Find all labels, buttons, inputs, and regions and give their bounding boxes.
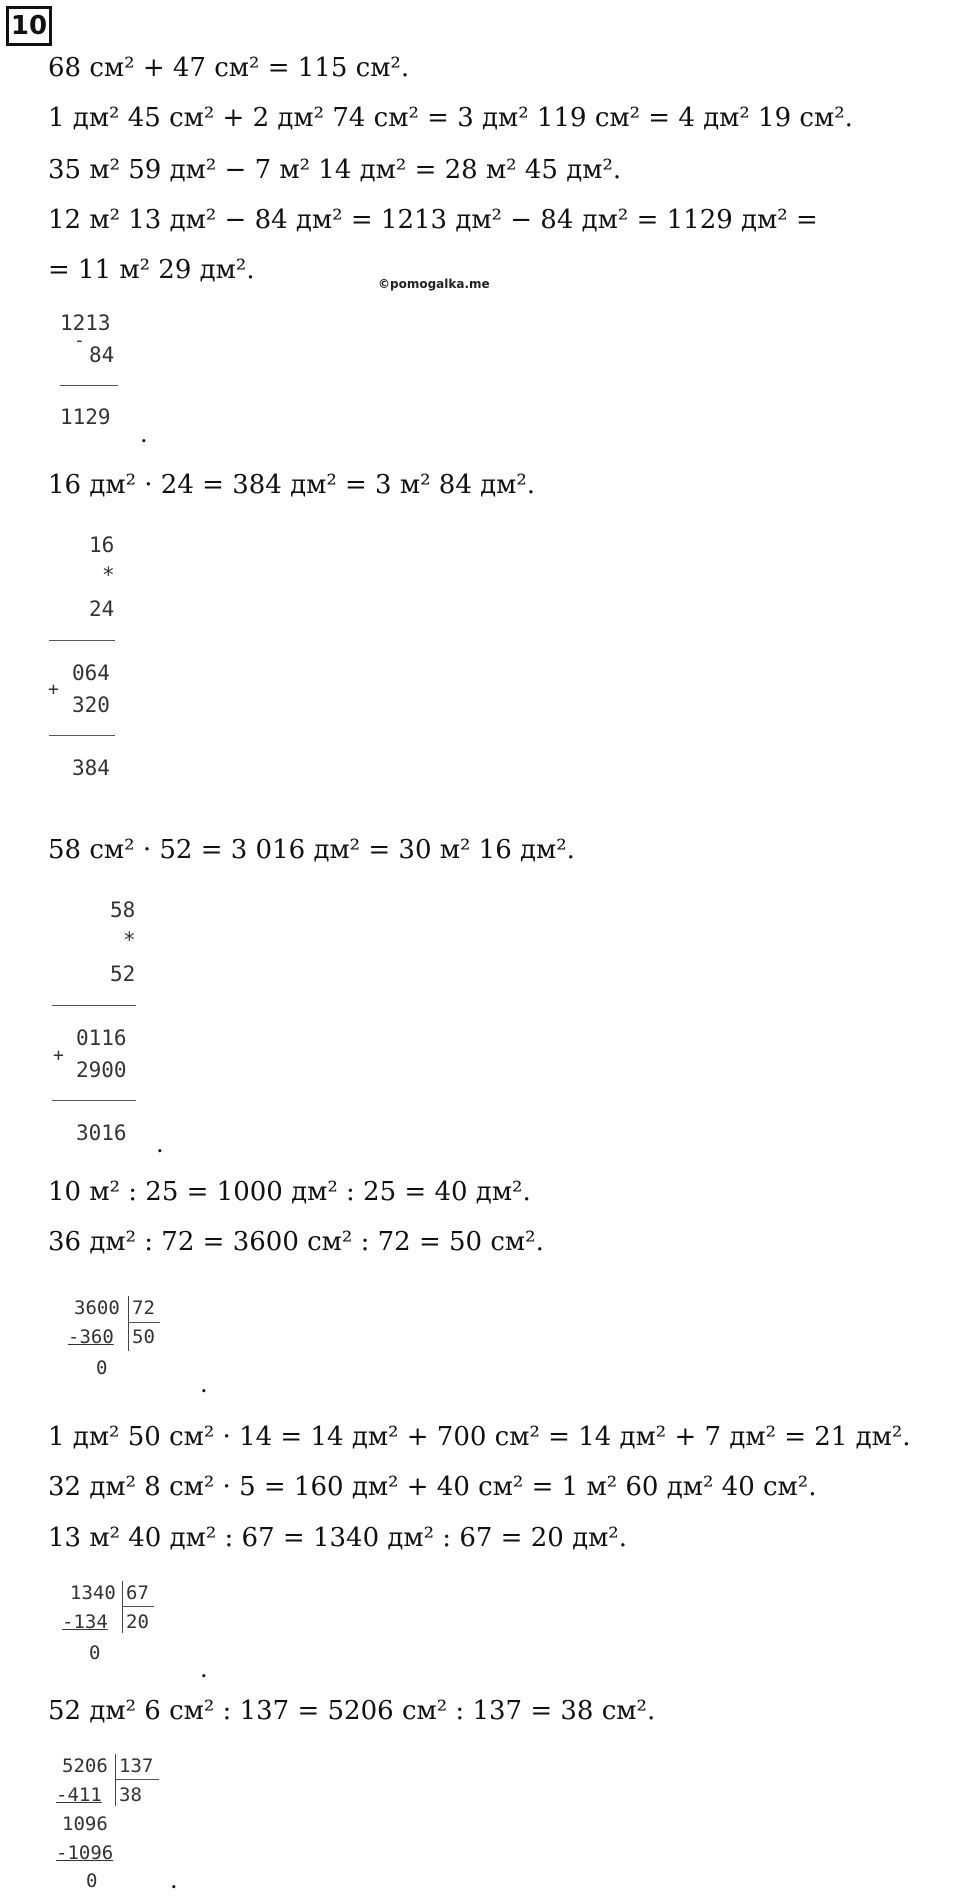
mul2-rule-1 [52,1005,136,1006]
div2-divider [122,1581,123,1633]
equation-line-13: 52 дм² 6 см² : 137 = 5206 см² : 137 = 38 см². [48,1696,656,1726]
div1-dot: . [200,1370,208,1398]
div1-quotient: 50 [132,1326,155,1348]
div2-subtrahend: -134 [62,1611,108,1633]
mul1-rule-2 [49,735,115,736]
equation-line-3: 35 м² 59 дм² − 7 м² 14 дм² = 28 м² 45 дм². [48,155,622,185]
div2-remainder: 0 [89,1642,101,1664]
div2-quotient: 20 [126,1611,149,1633]
equation-line-5: = 11 м² 29 дм². [48,255,255,285]
equation-line-2: 1 дм² 45 см² + 2 дм² 74 см² = 3 дм² 119 см² = 4 дм² 19 см². [48,103,853,133]
sub1-bottom: 84 [89,343,115,367]
equation-line-9: 36 дм² : 72 = 3600 см² : 72 = 50 см². [48,1227,544,1257]
equation-line-11: 32 дм² 8 см² · 5 = 160 дм² + 40 см² = 1 м² 60 дм² 40 см². [48,1472,817,1502]
mul2-partial-2: 2900 [76,1058,127,1082]
div1-divider [128,1296,129,1351]
equation-line-12: 13 м² 40 дм² : 67 = 1340 дм² : 67 = 20 дм². [48,1523,627,1553]
mul1-plus-sign: + [48,679,59,700]
mul2-op: * [123,928,136,952]
mul2-b: 52 [110,962,136,986]
div3-quotient: 38 [119,1784,142,1806]
div3-intermediate: 1096 [62,1813,108,1835]
div3-subtrahend-2: -1096 [56,1842,114,1864]
watermark: ©pomogalka.me [378,277,490,291]
div2-dividend: 1340 [70,1582,116,1604]
div3-dividend: 5206 [62,1755,108,1777]
div1-remainder: 0 [96,1357,108,1379]
equation-line-4: 12 м² 13 дм² − 84 дм² = 1213 дм² − 84 дм² = 1129 дм² = [48,205,818,235]
sub1-rule [60,385,118,386]
mul2-plus-sign: + [53,1045,64,1066]
mul1-result: 384 [72,756,110,780]
mul1-op: * [102,563,115,587]
equation-line-10: 1 дм² 50 см² · 14 = 14 дм² + 700 см² = 14 дм² + 7 дм² = 21 дм². [48,1422,911,1452]
div3-subtrahend-1: -411 [56,1784,102,1806]
div3-divider [115,1754,116,1806]
mul2-result: 3016 [76,1121,127,1145]
div3-divisor: 137 [119,1755,154,1777]
mul1-rule-1 [49,640,115,641]
mul1-partial-2: 320 [72,693,110,717]
mul1-partial-1: 064 [72,661,110,685]
equation-line-8: 10 м² : 25 = 1000 дм² : 25 = 40 дм². [48,1177,531,1207]
div1-divisor-rule [128,1322,160,1323]
equation-line-6: 16 дм² · 24 = 384 дм² = 3 м² 84 дм². [48,470,536,500]
task-number-badge: 10 [6,6,52,46]
mul2-rule-2 [52,1100,136,1101]
sub1-top: 1213 [60,311,111,335]
div2-divisor: 67 [126,1582,149,1604]
sub1-result: 1129 [60,405,111,429]
div3-divisor-rule [115,1779,159,1780]
mul1-b: 24 [89,597,115,621]
div3-remainder: 0 [86,1870,98,1892]
mul2-dot: . [156,1130,164,1158]
mul2-a: 58 [110,898,136,922]
div2-divisor-rule [122,1606,154,1607]
div1-divisor: 72 [132,1297,155,1319]
sub1-dot: . [140,420,148,448]
div2-dot: . [200,1655,208,1683]
sub1-minus-sign: - [74,330,85,351]
mul2-partial-1: 0116 [76,1026,127,1050]
div1-subtrahend: -360 [68,1326,114,1348]
div3-dot: . [170,1866,178,1894]
equation-line-7: 58 см² · 52 = 3 016 дм² = 30 м² 16 дм². [48,835,575,865]
mul1-a: 16 [89,533,115,557]
div1-dividend: 3600 [74,1297,120,1319]
equation-line-1: 68 см² + 47 см² = 115 см². [48,53,410,83]
